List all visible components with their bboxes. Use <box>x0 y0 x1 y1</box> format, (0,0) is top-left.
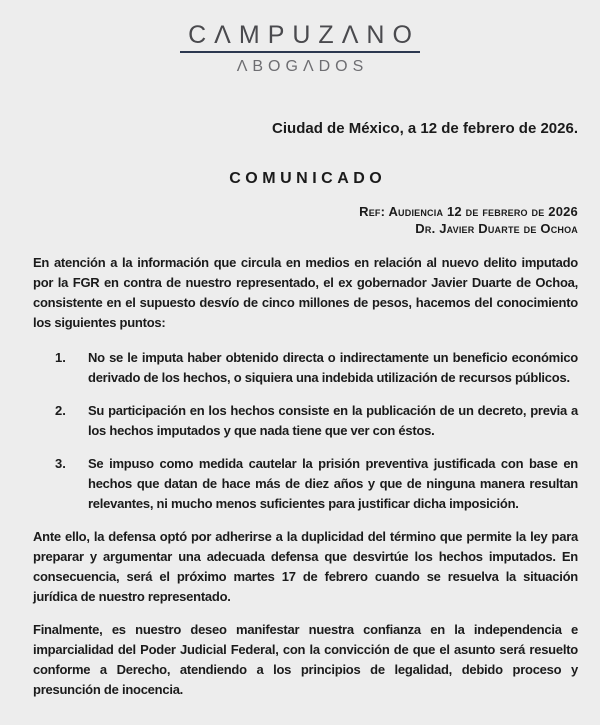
intro-paragraph: En atención a la información que circula en medios en relación al nuevo delito imputado por la FGR en contra de nuestro representado, el ex gobernador Javier Duarte de Ochoa, consistente en el supuesto desvío de cinco millones de pesos, hacemos del conocimiento los siguientes puntos: <box>33 255 578 330</box>
list-item-text: Su participación en los hechos consiste en la publicación de un decreto, previa a los hechos imputados y que nada tiene que ver con éstos. <box>88 403 578 438</box>
firm-name: CΛMPUZΛNO <box>188 21 420 49</box>
final-paragraph: Finalmente, es nuestro deseo manifestar nuestra confianza en la independencia e imparcialidad del Poder Judicial Federal, con la convicción de que el asunto será resuelto conforme a Derecho, atendiendo a los principios de legalidad, debido proceso y presunción de inocencia. <box>33 622 578 697</box>
list-item <box>33 348 578 388</box>
list-item-number: 2. <box>55 403 66 418</box>
reference-line-2: Dr. Javier Duarte de Ochoa <box>415 221 578 236</box>
list-item-number: 1. <box>55 350 66 365</box>
list-item-text: Se impuso como medida cautelar la prisión preventiva justificada con base en hechos que datan de hace más de diez años y que de ninguna manera resultan relevantes, ni mucho menos suficientes para justificar dicha imposición. <box>88 456 578 511</box>
list-item-text: No se le imputa haber obtenido directa o indirectamente un beneficio económico derivado de los hechos, o siquiera una indebida utilización de recursos públicos. <box>88 350 578 385</box>
list-item-number: 3. <box>55 456 66 471</box>
numbered-points-list <box>33 348 578 514</box>
defense-paragraph: Ante ello, la defensa optó por adherirse a la duplicidad del término que permite la ley para preparar y argumentar una adecuada defensa que desvirtúe los hechos imputados. En consecuencia, será el próximo martes 17 de febrero cuando se resuelva la situación jurídica de nuestro representado. <box>33 529 578 604</box>
document-title: COMUNICADO <box>229 170 387 187</box>
firm-subtitle: ΛBOGΛDOS <box>236 58 369 75</box>
firm-logo <box>180 22 420 76</box>
date-line: Ciudad de México, a 12 de febrero de 2026. <box>272 120 578 137</box>
reference-block <box>33 203 578 237</box>
logo-divider-line <box>180 51 420 53</box>
letterhead <box>33 22 567 76</box>
list-item <box>33 454 578 514</box>
reference-line-1: Ref: Audiencia 12 de febrero de 2026 <box>359 204 578 219</box>
list-item <box>33 401 578 441</box>
